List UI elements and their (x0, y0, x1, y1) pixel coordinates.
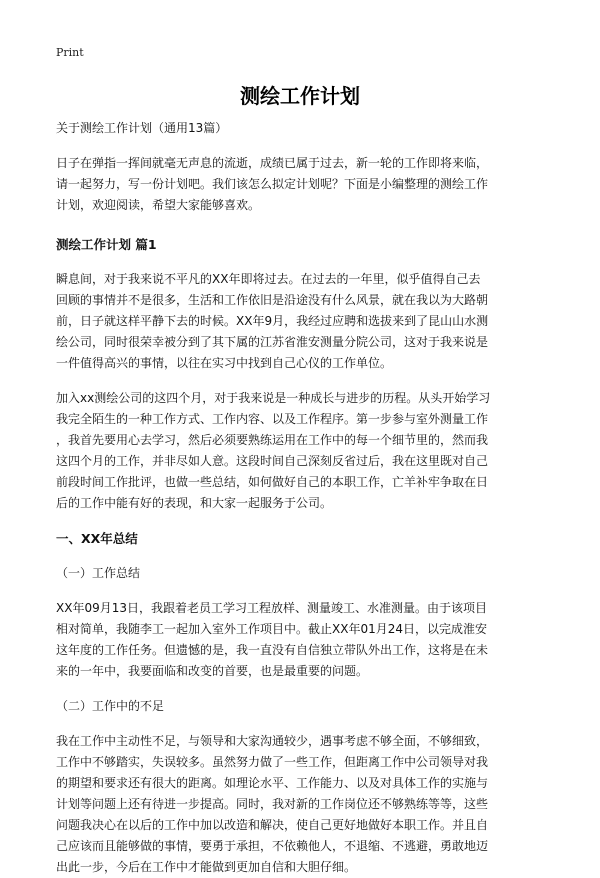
paragraph-1 (56, 269, 552, 374)
text-line: 前段时间工作批评，也做一些总结，如何做好自己的本职工作，亡羊补牢争取在日 (56, 475, 489, 489)
text-line: 加入xx测绘公司的这四个月，对于我来说是一种成长与进步的历程。从头开始学习 (56, 391, 491, 405)
text-line: 日子在弹指一挥间就毫无声息的流逝，成绩已属于过去，新一轮的工作即将来临， (56, 156, 489, 170)
article-heading: 测绘工作计划 篇1 (56, 237, 157, 252)
text-line: 来的一年中，我要面临和改变的首要，也是最重要的问题。 (56, 664, 369, 678)
document-subtitle: 关于测绘工作计划（通用13篇） (56, 121, 228, 135)
text-line: 一件值得高兴的事情，以往在实习中找到自己心仪的工作单位。 (56, 356, 393, 370)
subsection-heading: （一）工作总结 (56, 566, 141, 580)
text-line: 问题我决心在以后的工作中加以改造和解决，使自己更好地做好本职工作。并且自 (56, 818, 489, 832)
paragraph-3 (56, 598, 552, 682)
text-line: 回顾的事情并不是很多，生活和工作依旧是沿途没有什么风景，就在我以为大路朝 (56, 293, 489, 307)
text-line: 相对简单，我随李工一起加入室外工作项目中。截止XX年01月24日，以完成淮安 (56, 622, 487, 636)
text-line: 这四个月的工作，并非尽如人意。这段时间自己深刻反省过后，我在这里既对自己 (56, 454, 489, 468)
subsection-heading: （二）工作中的不足 (56, 699, 165, 713)
text-line: 的期望和要求还有很大的距离。如理论水平、工作能力、以及对具体工作的实施与 (56, 776, 489, 790)
text-line: 我完全陌生的一种工作方式、工作内容、以及工作程序。第一步参与室外测量工作 (56, 412, 489, 426)
text-line: XX年09月13日，我跟着老员工学习工程放样、测量竣工、水准测量。由于该项目 (56, 601, 487, 615)
text-line: 出此一步，今后在工作中才能做到更加自信和大胆仔细。 (56, 860, 357, 874)
text-line: 计划等问题上还有待进一步提高。同时，我对新的工作岗位还不够熟练等等，这些 (56, 797, 489, 811)
text-line: 请一起努力，写一份计划吧。我们该怎么拟定计划呢？下面是小编整理的测绘工作 (56, 177, 489, 191)
text-line: 这年度的工作任务。但遗憾的是，我一直没有自信独立带队外出工作，这将是在未 (56, 643, 489, 657)
paragraph-4 (56, 731, 552, 878)
intro-paragraph (56, 153, 552, 216)
document-title: 测绘工作计划 (240, 84, 360, 108)
text-line: ，我首先要用心去学习，然后必须要熟练运用在工作中的每一个细节里的，然而我 (56, 433, 489, 447)
text-line: 瞬息间，对于我来说不平凡的XX年即将过去。在过去的一年里，似乎值得自己去 (56, 272, 481, 286)
text-line: 己应该而且能够做的事情，要勇于承担，不依赖他人，不退缩、不逃避，勇敢地迈 (56, 839, 489, 853)
text-line: 绘公司，同时很荣幸被分到了其下属的江苏省淮安测量分院公司，这对于我来说是 (56, 335, 489, 349)
text-line: 工作中不够踏实，失误较多。虽然努力做了一些工作，但距离工作中公司领导对我 (56, 755, 489, 769)
text-line: 我在工作中主动性不足，与领导和大家沟通较少，遇事考虑不够全面，不够细致， (56, 734, 489, 748)
paragraph-2 (56, 388, 552, 514)
section-heading: 一、XX年总结 (56, 531, 138, 546)
print-label: Print (56, 46, 84, 59)
text-line: 计划，欢迎阅读，希望大家能够喜欢。 (56, 198, 261, 212)
document-body (56, 118, 552, 878)
text-line: 后的工作中能有好的表现，和大家一起服务于公司。 (56, 496, 333, 510)
text-line: 前，日子就这样平静下去的时候。XX年9月，我经过应聘和选拔来到了昆山山水测 (56, 314, 489, 328)
